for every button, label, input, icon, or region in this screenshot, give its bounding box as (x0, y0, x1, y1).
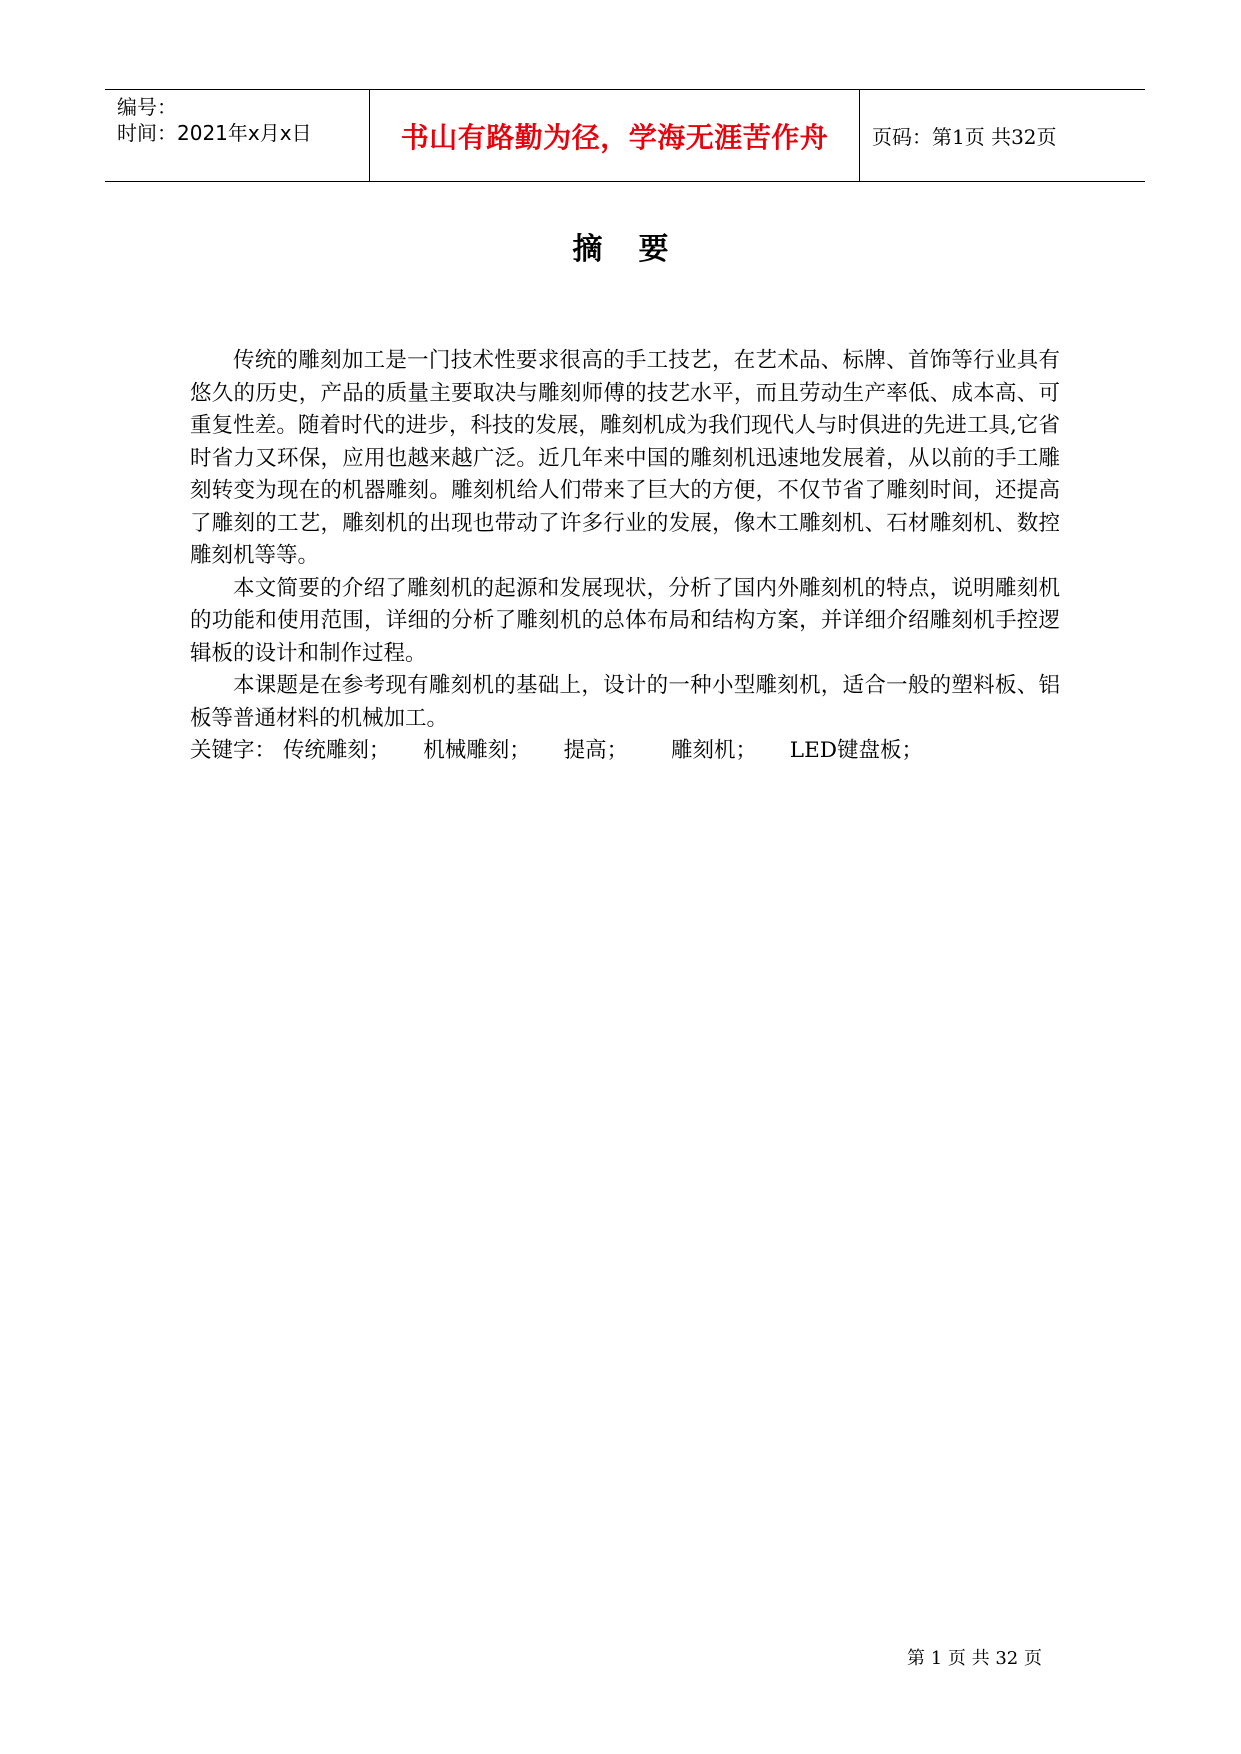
keywords-label: 关键字： (190, 738, 277, 763)
keywords-line (190, 735, 1060, 768)
abstract-body (190, 345, 1060, 768)
keyword-item: LED键盘板； (789, 738, 924, 763)
document-time-label: 时间：2021年x月x日 (117, 121, 312, 145)
abstract-paragraph: 本课题是在参考现有雕刻机的基础上，设计的一种小型雕刻机，适合一般的塑料板、铝板等普通材料的机械加工。 (190, 673, 1060, 731)
header-page-info: 页码：第1页 共32页 (872, 125, 1057, 149)
keyword-item: 提高； (563, 738, 629, 763)
header-meta (105, 90, 370, 181)
page-footer: 第 1 页 共 32 页 (907, 1648, 1042, 1669)
keyword-item: 传统雕刻； (282, 738, 391, 763)
keyword-item: 机械雕刻； (423, 738, 531, 763)
page-header (105, 89, 1145, 182)
keyword-item: 雕刻机； (670, 738, 757, 763)
abstract-paragraph: 本文简要的介绍了雕刻机的起源和发展现状，分析了国内外雕刻机的特点，说明雕刻机的功能和使用范围，详细的分析了雕刻机的总体布局和结构方案，并详细介绍雕刻机手控逻辑板的设计和制作过程。 (190, 575, 1060, 666)
document-code-label: 编号： (117, 95, 177, 119)
abstract-paragraph: 传统的雕刻加工是一门技术性要求很高的手工技艺，在艺术品、标牌、首饰等行业具有悠久的历史，产品的质量主要取决与雕刻师傅的技艺水平，而且劳动生产率低、成本高、可重复性差。随着时代的进步，科技的发展，雕刻机成为我们现代人与时俱进的先进工具,它省时省力又环保，应用也越来越广泛。近几年来中国的雕刻机迅速地发展着，从以前的手工雕刻转变为现在的机器雕刻。雕刻机给人们带来了巨大的方便，不仅节省了雕刻时间，还提高了雕刻的工艺，雕刻机的出现也带动了许多行业的发展，像木工雕刻机、石材雕刻机、数控雕刻机等等。 (190, 348, 1060, 568)
header-motto: 书山有路勤为径，学海无涯苦作舟 (370, 90, 860, 181)
abstract-title: 摘要 (572, 232, 705, 267)
